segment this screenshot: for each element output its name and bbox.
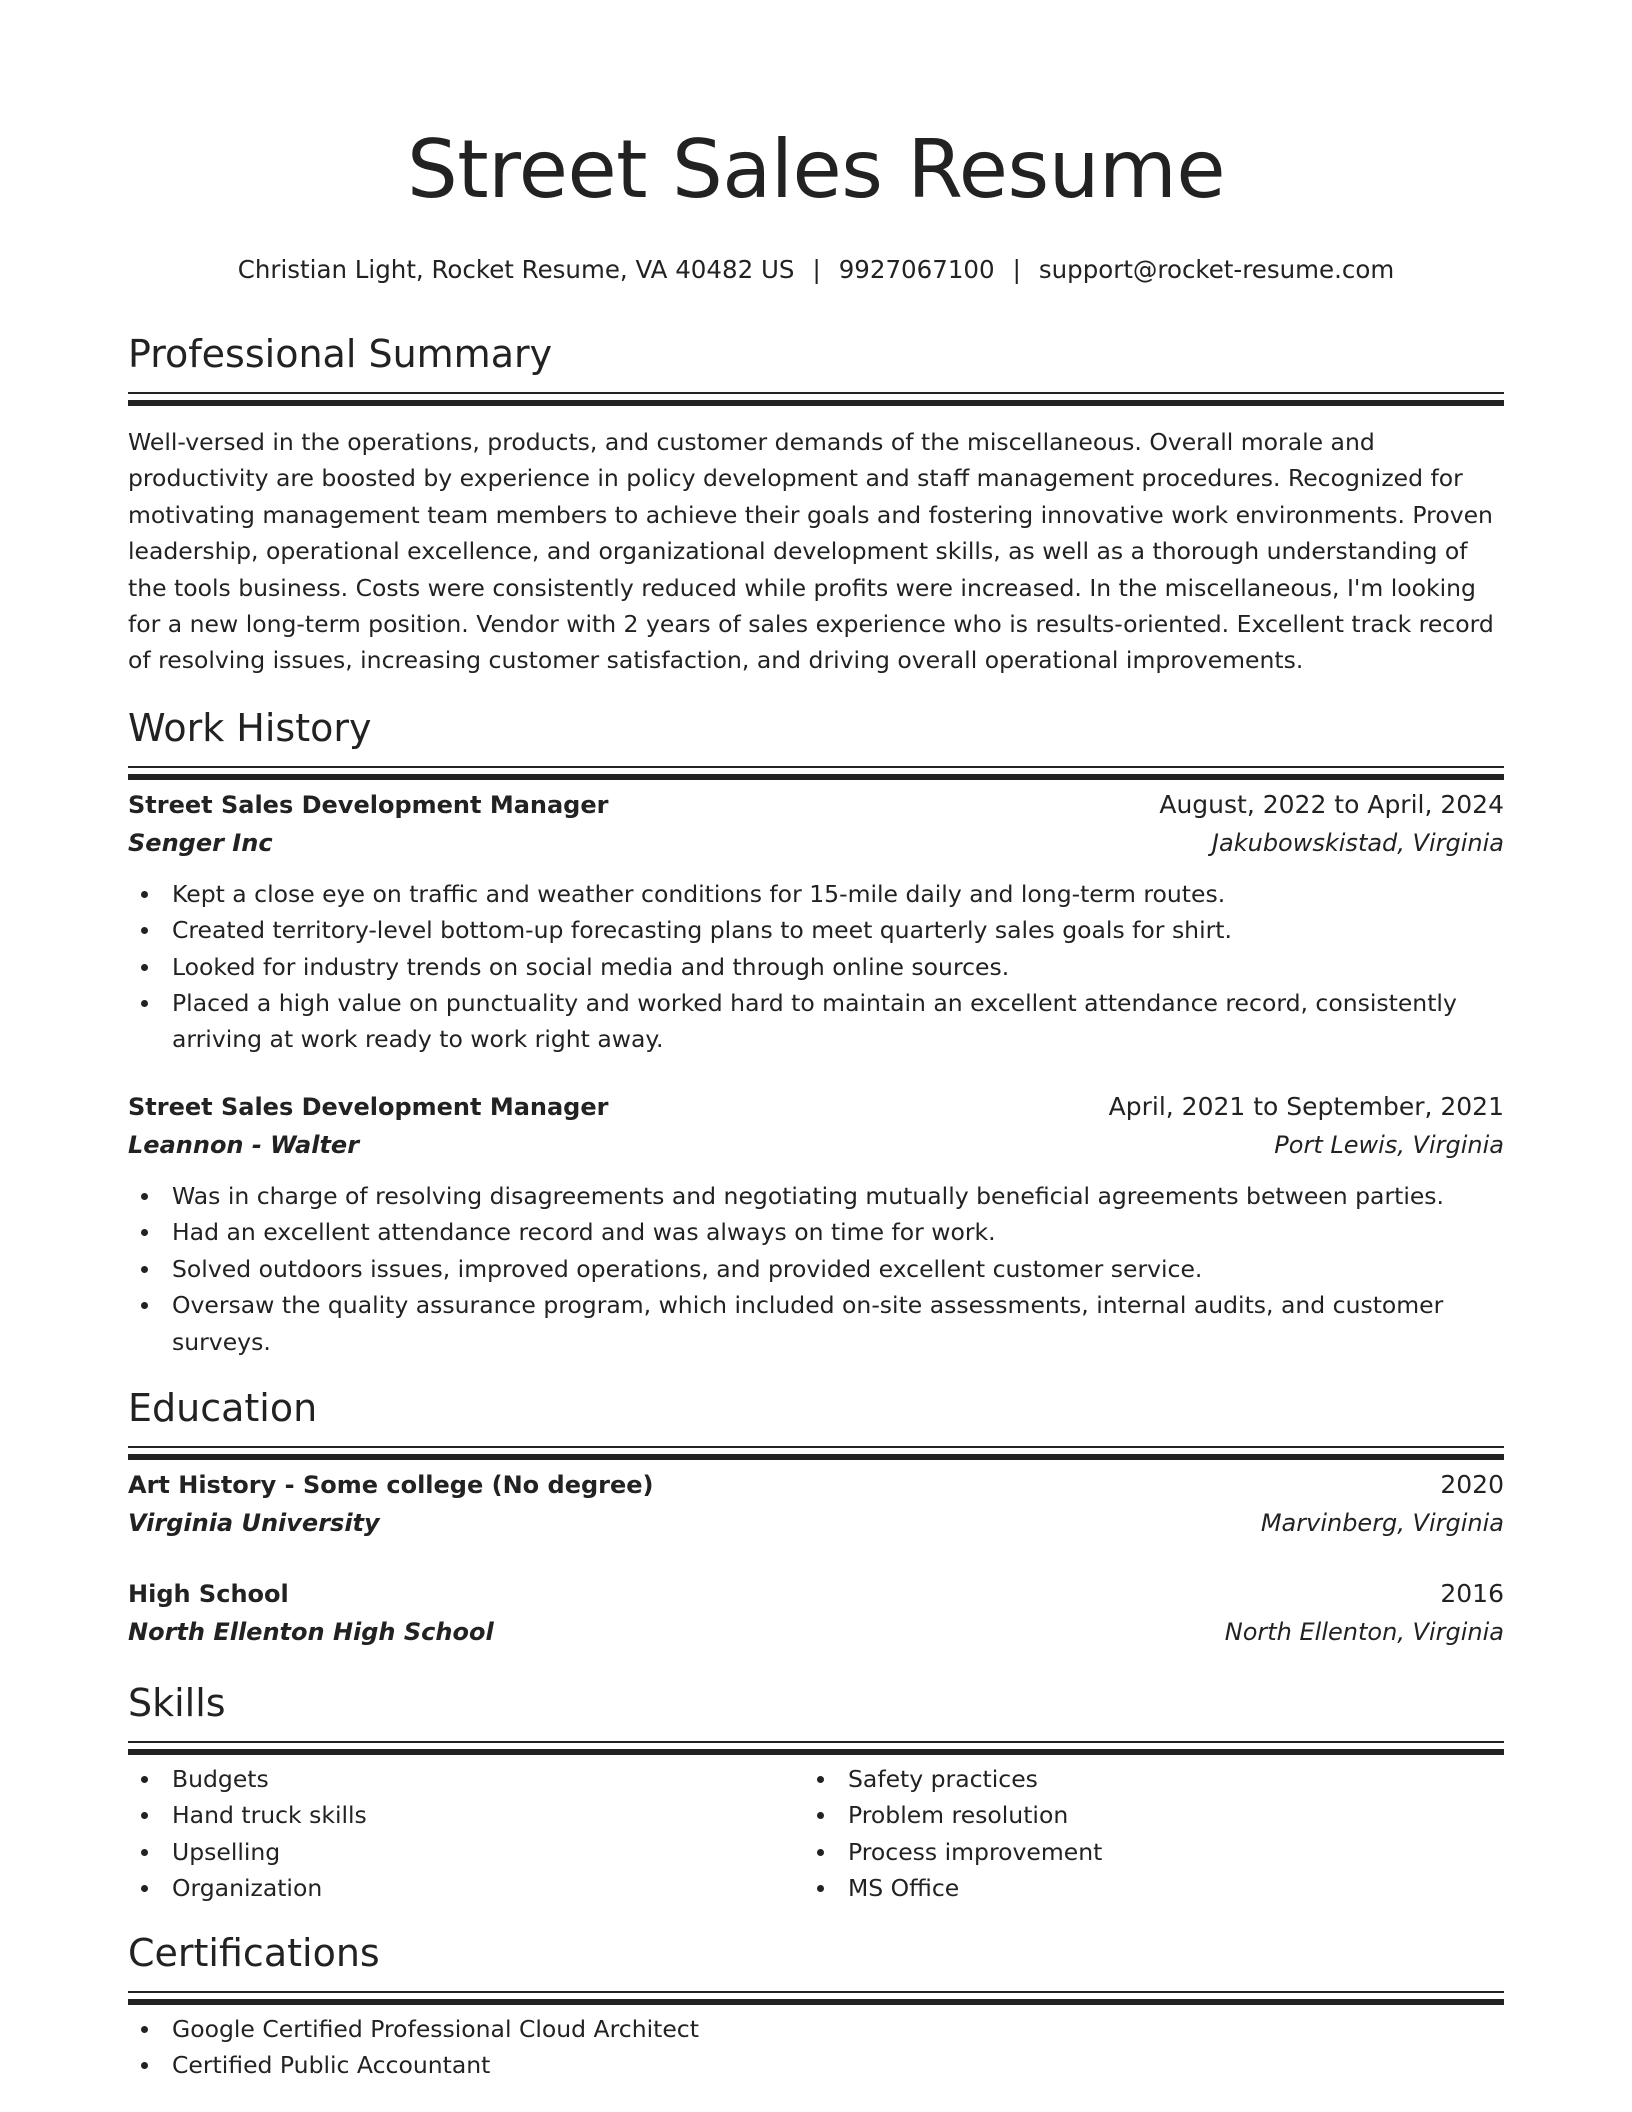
education-subheader bbox=[128, 1504, 1504, 1542]
list-item: Problem resolution bbox=[804, 1797, 1480, 1833]
list-item: Safety practices bbox=[804, 1761, 1480, 1797]
section-divider bbox=[128, 1741, 1504, 1743]
education-year: 2020 bbox=[1440, 1469, 1504, 1499]
education-school: Virginia University bbox=[128, 1508, 380, 1537]
contact-separator: | bbox=[812, 255, 821, 284]
education-entry bbox=[128, 1575, 1504, 1651]
list-item: Budgets bbox=[128, 1761, 804, 1797]
job-subheader bbox=[128, 824, 1504, 862]
list-item: Had an excellent attendance record and was always on time for work. bbox=[128, 1214, 1504, 1250]
summary-text: Well-versed in the operations, products, and customer demands of the miscellaneous. Overall morale and productivity are boosted by experience in policy development and staff management procedures. Recognized for motivating management team members to achieve their goals and fostering innovative work environments. Proven leadership, operational excellence, and organizational development skills, as well as a thorough understanding of the tools business. Costs were consistently reduced while profits were increased. In the miscellaneous, I'm looking for a new long-term position. Vendor with 2 years of sales experience who is results-oriented. Excellent track record of resolving issues, increasing customer satisfaction, and driving overall operational improvements. bbox=[128, 428, 1494, 675]
certifications-list bbox=[128, 2011, 1504, 2084]
list-item: Process improvement bbox=[804, 1834, 1480, 1870]
education-section bbox=[128, 1384, 1504, 1651]
section-divider bbox=[128, 766, 1504, 768]
resume-page bbox=[128, 0, 1504, 2083]
job-company: Leannon - Walter bbox=[128, 1130, 360, 1159]
section-title-education: Education bbox=[128, 1385, 318, 1430]
list-item: Organization bbox=[128, 1870, 804, 1906]
contact-address: Christian Light, Rocket Resume, VA 40482 US bbox=[237, 255, 795, 284]
education-header bbox=[128, 1575, 1504, 1613]
list-item: Google Certified Professional Cloud Architect bbox=[128, 2011, 1504, 2047]
education-location: Marvinberg, Virginia bbox=[1260, 1508, 1504, 1537]
job-header bbox=[128, 1088, 1504, 1126]
job-bullets bbox=[128, 876, 1504, 1058]
list-item: Oversaw the quality assurance program, which included on-site assessments, internal audits, and customer surveys. bbox=[128, 1287, 1504, 1360]
skills-section bbox=[128, 1679, 1504, 1907]
education-location: North Ellenton, Virginia bbox=[1224, 1617, 1504, 1646]
section-divider bbox=[128, 1446, 1504, 1448]
list-item: Certified Public Accountant bbox=[128, 2047, 1504, 2083]
resume-title: Street Sales Resume bbox=[406, 123, 1226, 216]
job-location: Jakubowskistad, Virginia bbox=[1211, 828, 1504, 857]
list-item: Was in charge of resolving disagreements and negotiating mutually beneficial agreements between parties. bbox=[128, 1178, 1504, 1214]
education-entry bbox=[128, 1466, 1504, 1542]
work-history-section bbox=[128, 704, 1504, 1360]
list-item: Kept a close eye on traffic and weather conditions for 15-mile daily and long-term routes. bbox=[128, 876, 1504, 912]
section-divider bbox=[128, 392, 1504, 394]
education-year: 2016 bbox=[1440, 1578, 1504, 1608]
list-item: Placed a high value on punctuality and worked hard to maintain an excellent attendance record, consistently arriving at work ready to work right away. bbox=[128, 985, 1504, 1058]
education-header bbox=[128, 1466, 1504, 1504]
section-divider bbox=[128, 1991, 1504, 1993]
education-subheader bbox=[128, 1613, 1504, 1651]
job-bullets bbox=[128, 1178, 1504, 1360]
contact-email: support@rocket-resume.com bbox=[1038, 255, 1395, 284]
skills-list-left bbox=[128, 1761, 804, 1907]
job-header bbox=[128, 786, 1504, 824]
job-title: Street Sales Development Manager bbox=[128, 790, 609, 819]
section-title-summary: Professional Summary bbox=[128, 332, 553, 376]
contact-line bbox=[128, 252, 1504, 288]
education-degree: High School bbox=[128, 1579, 289, 1608]
list-item: Looked for industry trends on social media and through online sources. bbox=[128, 949, 1504, 985]
skills-list-right bbox=[804, 1761, 1480, 1907]
job-dates: August, 2022 to April, 2024 bbox=[1159, 789, 1504, 819]
section-title-certifications: Certifications bbox=[128, 1930, 380, 1975]
certifications-section bbox=[128, 1929, 1504, 2084]
summary-section bbox=[128, 330, 1504, 679]
list-item: Solved outdoors issues, improved operations, and provided excellent customer service. bbox=[128, 1251, 1504, 1287]
list-item: Created territory-level bottom-up forecasting plans to meet quarterly sales goals for shirt. bbox=[128, 912, 1504, 948]
job-entry bbox=[128, 786, 1504, 1058]
job-subheader bbox=[128, 1126, 1504, 1164]
education-school: North Ellenton High School bbox=[128, 1617, 494, 1646]
section-title-skills: Skills bbox=[128, 1680, 226, 1725]
education-degree: Art History - Some college (No degree) bbox=[128, 1470, 654, 1499]
contact-phone: 9927067100 bbox=[838, 255, 995, 284]
list-item: Hand truck skills bbox=[128, 1797, 804, 1833]
job-entry bbox=[128, 1088, 1504, 1360]
list-item: Upselling bbox=[128, 1834, 804, 1870]
list-item: MS Office bbox=[804, 1870, 1480, 1906]
contact-separator: | bbox=[1012, 255, 1021, 284]
job-dates: April, 2021 to September, 2021 bbox=[1108, 1091, 1504, 1121]
section-title-work: Work History bbox=[128, 705, 372, 750]
skills-columns bbox=[128, 1761, 1504, 1907]
job-location: Port Lewis, Virginia bbox=[1274, 1130, 1504, 1159]
job-title: Street Sales Development Manager bbox=[128, 1092, 609, 1121]
job-company: Senger Inc bbox=[128, 828, 273, 857]
